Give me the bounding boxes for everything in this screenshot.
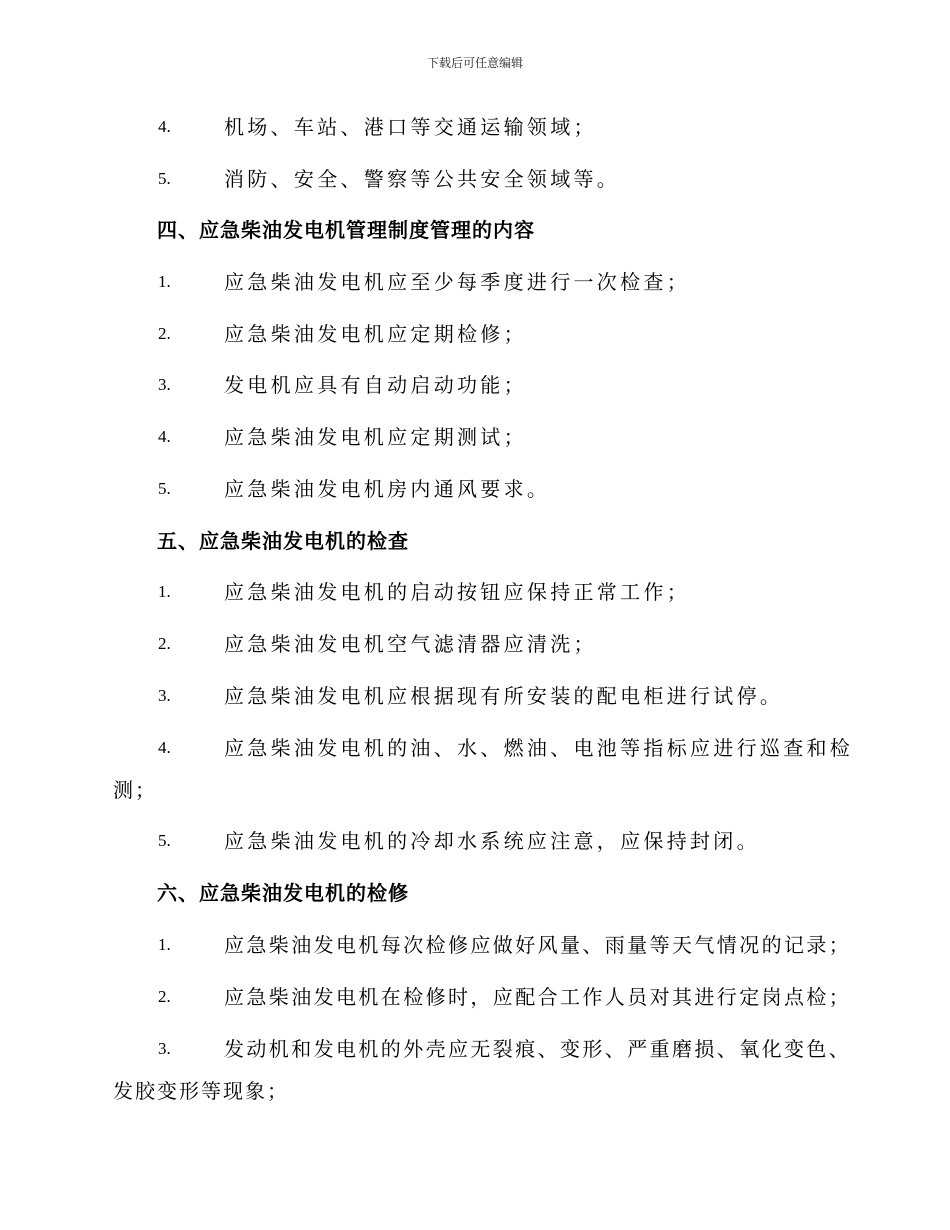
section-heading-text: 四、应急柴油发电机管理制度管理的内容 xyxy=(157,218,535,242)
item-number: 2. xyxy=(158,324,171,343)
item-number: 3. xyxy=(158,686,171,705)
item-text: 应急柴油发电机应定期检修； xyxy=(224,322,527,346)
item-number: 1. xyxy=(158,582,171,601)
item-text: 发电机应具有自动启动功能； xyxy=(224,373,527,397)
item-text: 应急柴油发电机的油、水、燃油、电池等指标应进行巡查和检 xyxy=(224,736,854,760)
item-number: 4. xyxy=(158,427,171,446)
item-text: 应急柴油发电机在检修时，应配合工作人员对其进行定岗点检； xyxy=(224,985,852,1009)
item-text: 应急柴油发电机应定期测试； xyxy=(224,425,527,449)
item-text: 消防、安全、警察等公共安全领域等。 xyxy=(224,167,621,191)
item-text: 应急柴油发电机应至少每季度进行一次检查； xyxy=(224,270,690,294)
section-heading-text: 五、应急柴油发电机的检查 xyxy=(157,529,409,553)
item-number: 3. xyxy=(158,375,171,394)
item-number: 3. xyxy=(158,1039,171,1058)
page-header: 下载后可任意编辑 xyxy=(426,56,523,70)
item-text: 应急柴油发电机空气滤清器应清洗； xyxy=(224,632,597,656)
item-text: 机场、车站、港口等交通运输领域； xyxy=(224,115,597,139)
item-number: 4. xyxy=(158,117,171,136)
item-number: 2. xyxy=(158,987,171,1006)
item-number: 5. xyxy=(158,831,171,850)
section-heading-text: 六、应急柴油发电机的检修 xyxy=(157,881,409,905)
item-number: 4. xyxy=(158,738,171,757)
item-number: 1. xyxy=(158,272,171,291)
item-text: 应急柴油发电机的冷却水系统应注意，应保持封闭。 xyxy=(224,829,760,853)
item-number: 5. xyxy=(158,479,171,498)
item-text: 应急柴油发电机应根据现有所安装的配电柜进行试停。 xyxy=(224,684,784,708)
item-number: 1. xyxy=(158,935,171,954)
item-number: 2. xyxy=(158,634,171,653)
item-text: 发动机和发电机的外壳应无裂痕、变形、严重磨损、氧化变色、 xyxy=(224,1037,852,1061)
item-text: 应急柴油发电机的启动按钮应保持正常工作； xyxy=(224,580,690,604)
item-text-continuation: 发胶变形等现象； xyxy=(113,1079,289,1103)
item-text: 应急柴油发电机每次检修应做好风量、雨量等天气情况的记录； xyxy=(224,933,852,957)
item-text-continuation: 测； xyxy=(113,778,157,802)
item-text: 应急柴油发电机房内通风要求。 xyxy=(224,477,551,501)
item-number: 5. xyxy=(158,169,171,188)
